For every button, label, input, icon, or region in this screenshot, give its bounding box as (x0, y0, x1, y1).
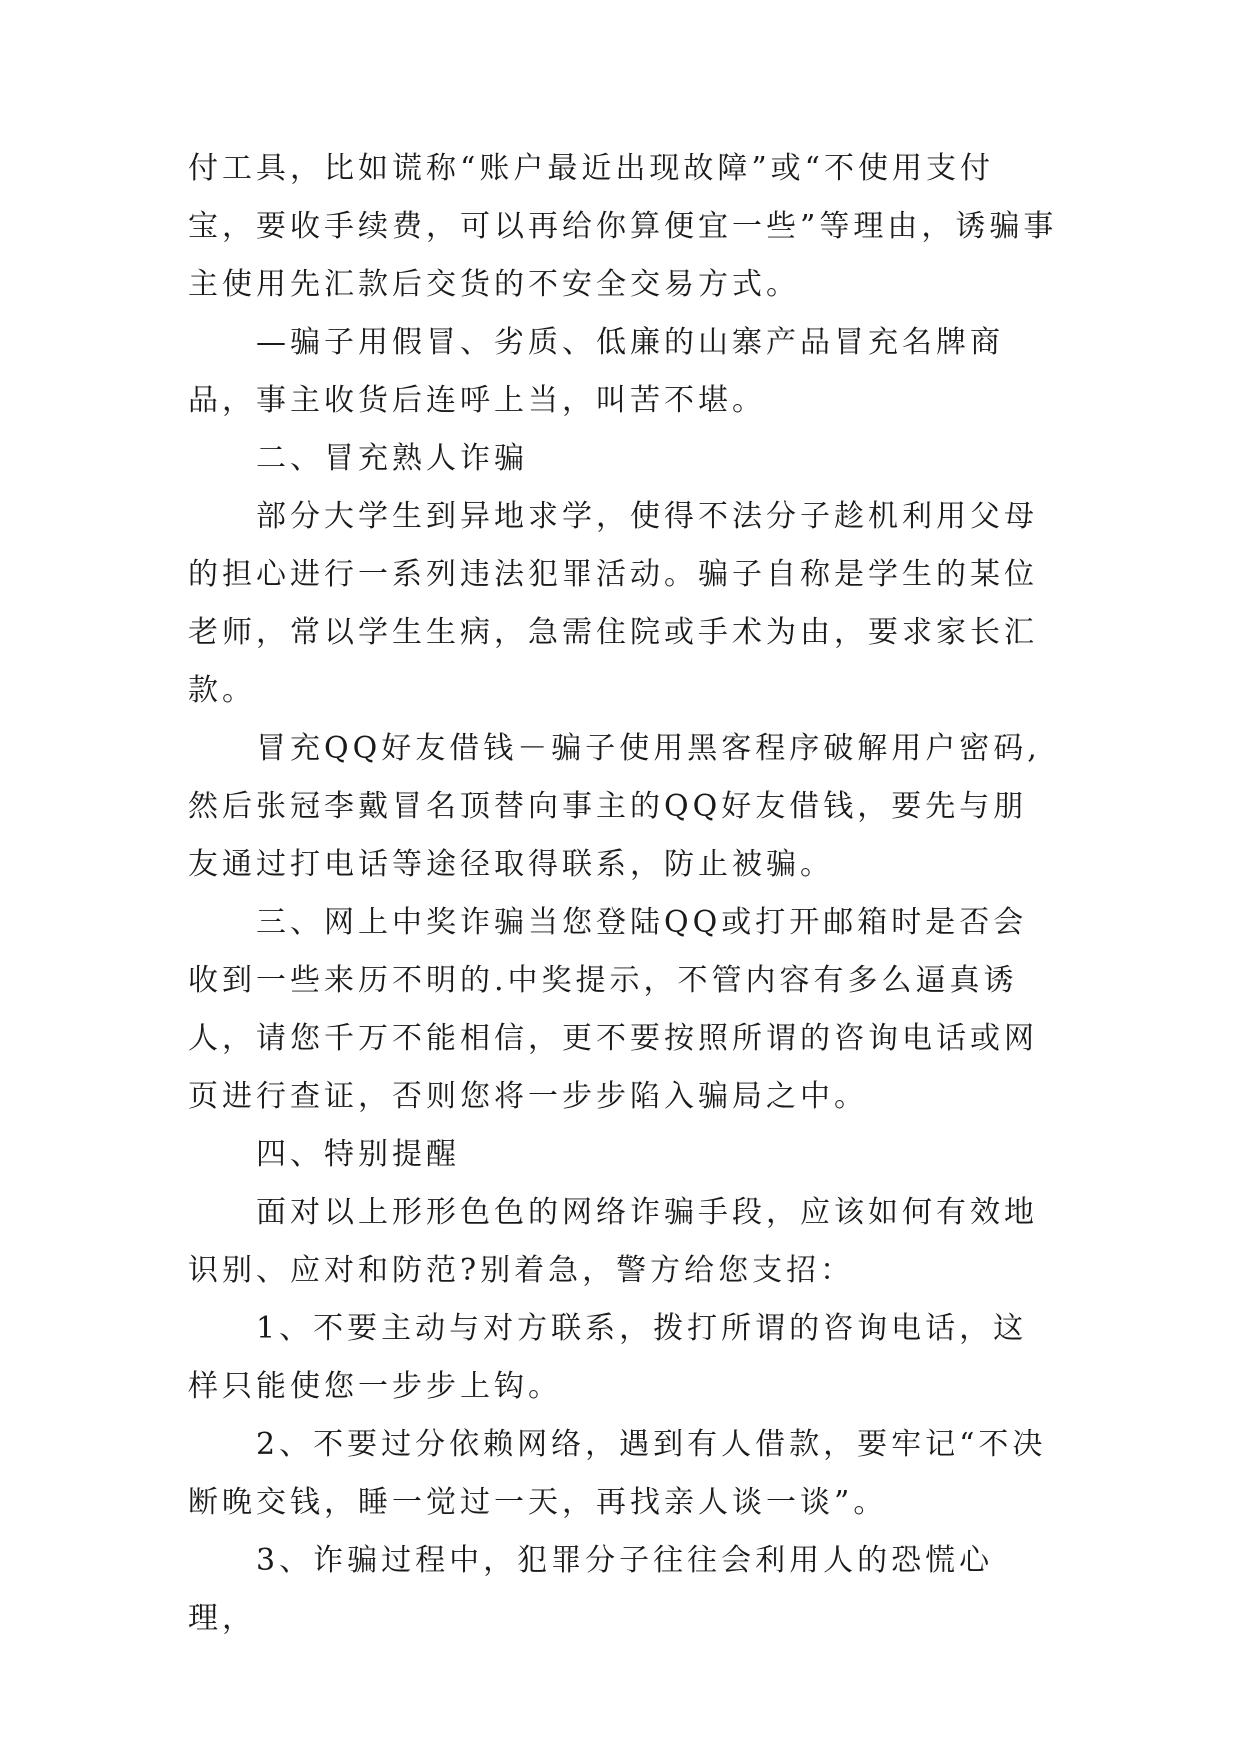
paragraph-qq-friend-scam: 冒充QQ好友借钱－骗子使用黑客程序破解用户密码,然后张冠李戴冒名顶替向事主的QQ好友借钱，要先与朋友通过打电话等途径取得联系，防止被骗。 (188, 731, 1041, 882)
list-item-tip-2: 2、不要过分依赖网络，遇到有人借款，要牢记“不决断晚交钱，睡一觉过一天，再找亲人谈一谈”。 (188, 1427, 1047, 1520)
heading-special-reminder: 四、特别提醒 (256, 1137, 460, 1172)
list-item-tip-3: 3、诈骗过程中，犯罪分子往往会利用人的恐慌心理， (188, 1543, 994, 1636)
list-item-tip-1: 1、不要主动与对方联系，拨打所谓的咨询电话，这样只能使您一步步上钩。 (188, 1311, 1028, 1404)
paragraph-payment-tools: 付工具，比如谎称“账户最近出现故障”或“不使用支付宝，要收手续费，可以再给你算便宜一些”等理由，诱骗事主使用先汇款后交货的不安全交易方式。 (188, 151, 1058, 302)
paragraph-fake-goods: —骗子用假冒、劣质、低廉的山寨产品冒充名牌商品，事主收货后连呼上当，叫苦不堪。 (188, 325, 1004, 418)
heading-impersonation-fraud: 二、冒充熟人诈骗 (256, 441, 528, 476)
paragraph-student-teacher-scam: 部分大学生到异地求学，使得不法分子趁机利用父母的担心进行一系列违法犯罪活动。骗子自称是学生的某位老师，常以学生生病，急需住院或手术为由，要求家长汇款。 (188, 499, 1038, 708)
paragraph-lottery-scam: 三、网上中奖诈骗当您登陆QQ或打开邮箱时是否会收到一些来历不明的.中奖提示，不管内容有多么逼真诱人，请您千万不能相信，更不要按照所谓的咨询电话或网页进行查证，否则您将一步步陷入骗局之中。 (188, 905, 1038, 1114)
paragraph-how-to-respond: 面对以上形形色色的网络诈骗手段，应该如何有效地识别、应对和防范?别着急，警方给您支招： (188, 1195, 1038, 1288)
document-body (188, 140, 1058, 1648)
